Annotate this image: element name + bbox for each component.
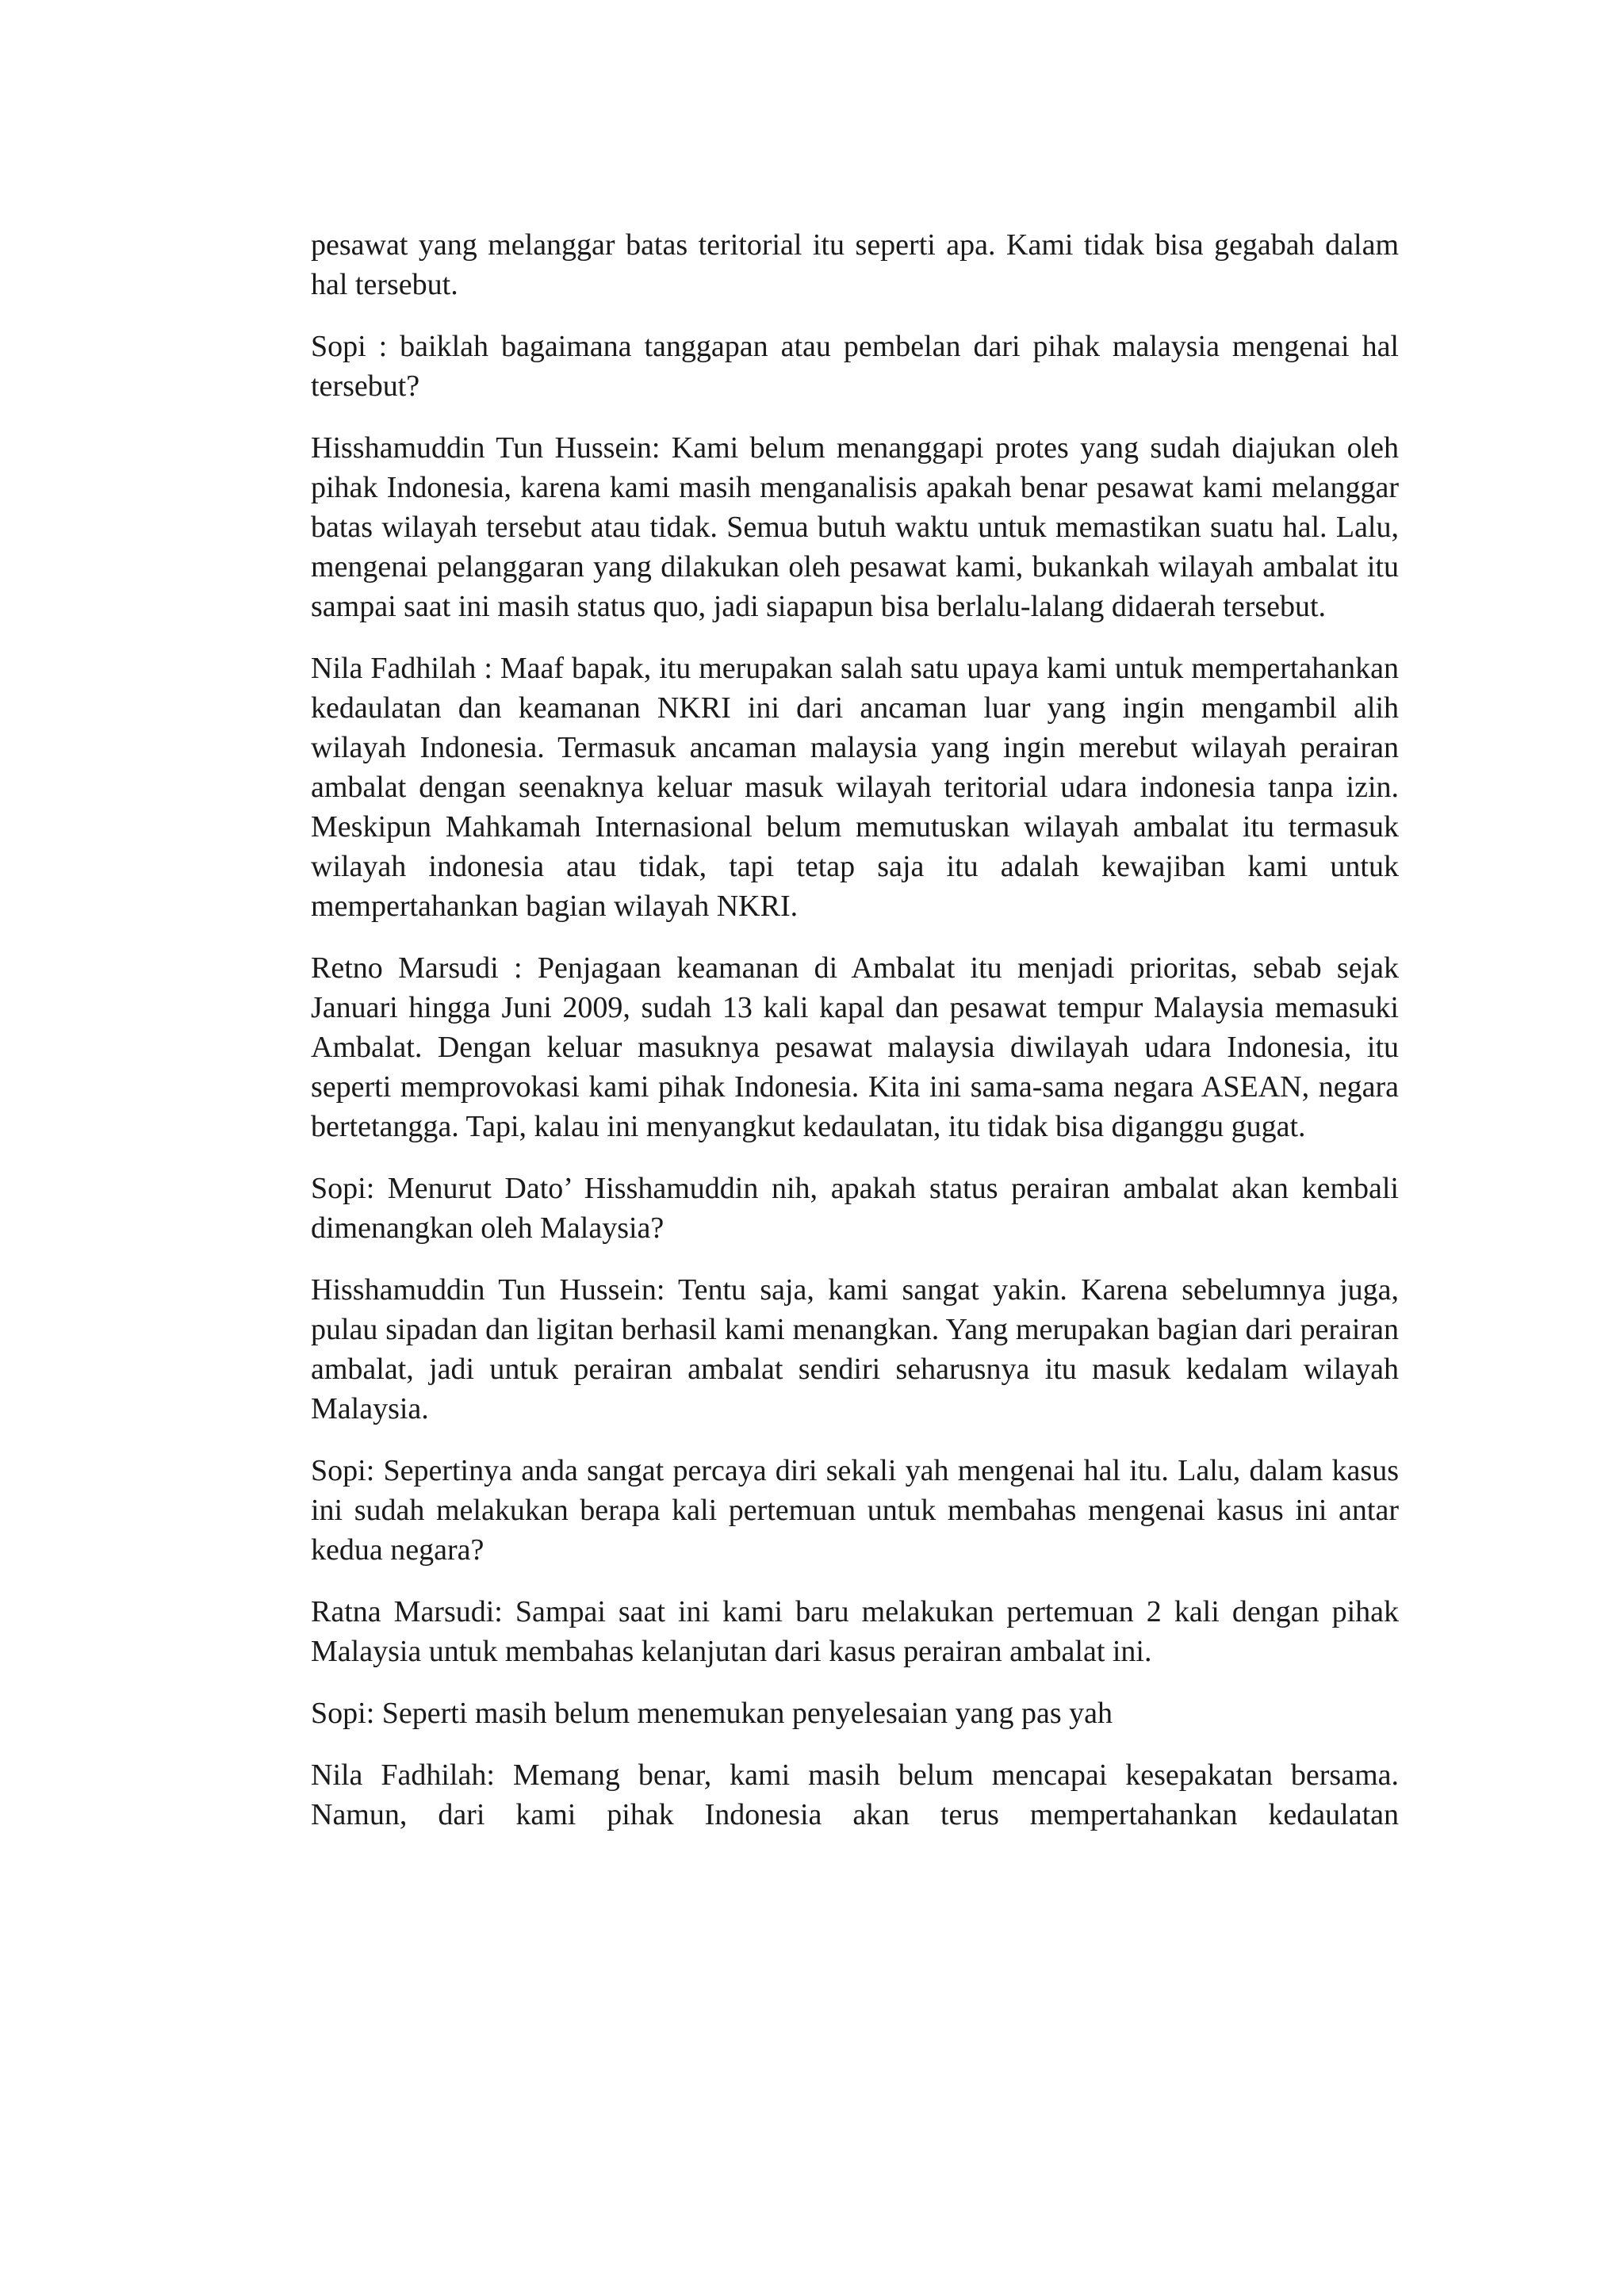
paragraph-sopi-question-3: Sopi: Sepertinya anda sangat percaya diri sekali yah mengenai hal itu. Lalu, dalam kasus ini sudah melakukan berapa kali pertemuan untuk membahas mengenai kasus ini antar kedua negara? [311,1454,1399,1567]
paragraph-nila-response-2: Nila Fadhilah: Memang benar, kami masih belum mencapai kesepakatan bersama. Namun, dari kami pihak Indonesia akan terus mempertahankan kedaulatan [311,1758,1399,1831]
paragraph-sopi-question: Sopi : baiklah bagaimana tanggapan atau pembelan dari pihak malaysia mengenai hal tersebut? [311,330,1399,403]
paragraph-continuation: pesawat yang melanggar batas teritorial itu seperti apa. Kami tidak bisa gegabah dalam hal tersebut. [311,228,1399,301]
paragraph-nila-response: Nila Fadhilah : Maaf bapak, itu merupakan salah satu upaya kami untuk mempertahankan kedaulatan dan keamanan NKRI ini dari ancaman luar yang ingin mengambil alih wilayah Indonesia. Termasuk ancaman malaysia yang ingin merebut wilayah perairan ambalat dengan seenaknya keluar masuk wilayah teritorial udara indonesia tanpa izin. Meskipun Mahkamah Internasional belum memutuskan wilayah ambalat itu termasuk wilayah indonesia atau tidak, tapi tetap saja itu adalah kewajiban kami untuk mempertahankan bagian wilayah NKRI. [311,652,1399,923]
paragraph-sopi-question-2: Sopi: Menurut Dato’ Hisshamuddin nih, apakah status perairan ambalat akan kembali dimenangkan oleh Malaysia? [311,1172,1399,1245]
paragraph-hisshamuddin-response: Hisshamuddin Tun Hussein: Kami belum menanggapi protes yang sudah diajukan oleh pihak Indonesia, karena kami masih menganalisis apakah benar pesawat kami melanggar batas wilayah tersebut atau tidak. Semua butuh waktu untuk memastikan suatu hal. Lalu, mengenai pelanggaran yang dilakukan oleh pesawat kami, bukankah wilayah ambalat itu sampai saat ini masih status quo, jadi siapapun bisa berlalu-lalang didaerah tersebut. [311,431,1399,623]
paragraph-sopi-comment: Sopi: Seperti masih belum menemukan penyelesaian yang pas yah [311,1697,1113,1730]
paragraph-retno-response: Retno Marsudi : Penjagaan keamanan di Ambalat itu menjadi prioritas, sebab sejak Januari hingga Juni 2009, sudah 13 kali kapal dan pesawat tempur Malaysia memasuki Ambalat. Dengan keluar masuknya pesawat malaysia diwilayah udara Indonesia, itu seperti memprovokasi kami pihak Indonesia. Kita ini sama-sama negara ASEAN, negara bertetangga. Tapi, kalau ini menyangkut kedaulatan, itu tidak bisa diganggu gugat. [311,951,1399,1143]
paragraph-hisshamuddin-response-2: Hisshamuddin Tun Hussein: Tentu saja, kami sangat yakin. Karena sebelumnya juga, pulau sipadan dan ligitan berhasil kami menangkan. Yang merupakan bagian dari perairan ambalat, jadi untuk perairan ambalat sendiri seharusnya itu masuk kedalam wilayah Malaysia. [311,1273,1399,1425]
paragraph-ratna-response: Ratna Marsudi: Sampai saat ini kami baru melakukan pertemuan 2 kali dengan pihak Malaysia untuk membahas kelanjutan dari kasus perairan ambalat ini. [311,1595,1399,1668]
transcript-body [311,225,1399,1857]
